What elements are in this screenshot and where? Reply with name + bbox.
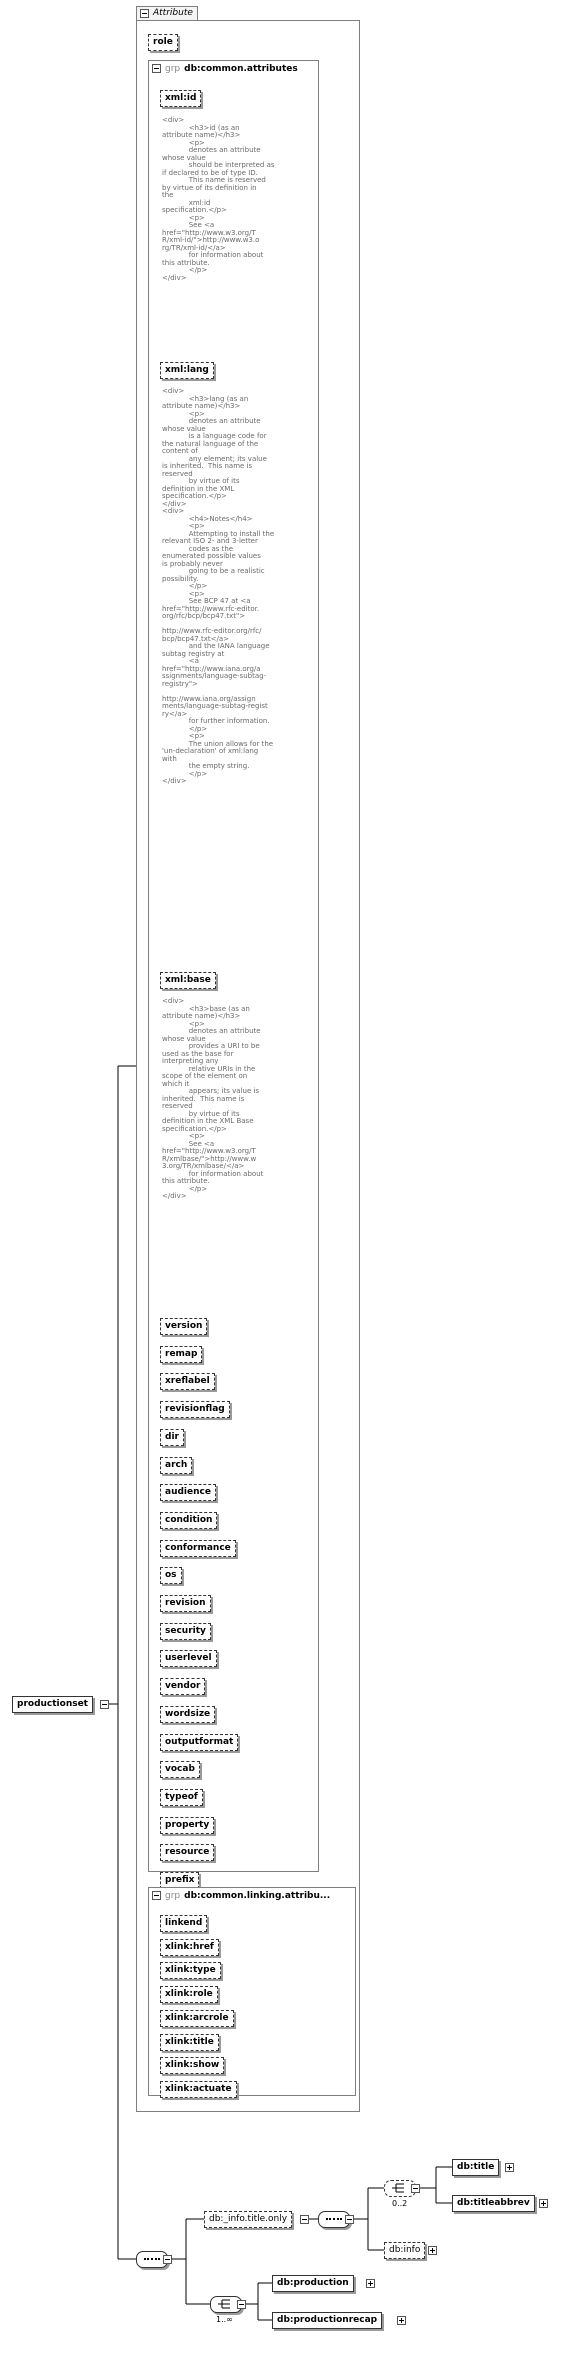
element-label: db:titleabbrev — [457, 2198, 530, 2208]
attribute-label: os — [165, 1570, 177, 1581]
choice-occurrence: 0..2 — [392, 2199, 408, 2208]
collapse-attributes-icon[interactable] — [140, 9, 149, 18]
attribute-linking-0[interactable] — [160, 1915, 207, 1932]
attribute-common-16[interactable] — [160, 1761, 200, 1778]
common-attributes-header — [165, 63, 298, 75]
attribute-label: xlink:arcrole — [165, 2012, 229, 2023]
attribute-label: xlink:role — [165, 1989, 213, 2000]
attribute-common-10[interactable] — [160, 1595, 211, 1612]
sequence-icon — [326, 2218, 342, 2222]
attribute-common-1[interactable] — [160, 1346, 202, 1363]
attribute-label: conformance — [165, 1542, 231, 1553]
collapse-sequence-icon[interactable] — [163, 2255, 172, 2264]
attribute-linking-1[interactable] — [160, 1939, 219, 1956]
info-title-only-group[interactable] — [204, 2211, 292, 2228]
production-element[interactable] — [272, 2275, 354, 2292]
attribute-common-12[interactable] — [160, 1650, 217, 1667]
attribute-common-4[interactable] — [160, 1429, 184, 1446]
attribute-linking-7[interactable] — [160, 2081, 237, 2098]
element-label: db:productionrecap — [277, 2315, 378, 2325]
productionset-element[interactable] — [12, 1696, 93, 1713]
expand-productionrecap-icon[interactable] — [397, 2316, 406, 2325]
collapse-production-choice-icon[interactable] — [237, 2300, 246, 2309]
attribute-linking-6[interactable] — [160, 2057, 224, 2074]
info-element[interactable] — [384, 2242, 425, 2259]
attribute-common-9[interactable] — [160, 1567, 182, 1584]
attribute-label: outputformat — [165, 1736, 234, 1747]
attribute-label: typeof — [165, 1791, 198, 1802]
attribute-label: xlink:href — [165, 1941, 214, 1952]
attribute-linking-3[interactable] — [160, 1986, 218, 2003]
element-label: productionset — [17, 1699, 88, 1709]
attribute-common-11[interactable] — [160, 1623, 211, 1640]
expand-info-icon[interactable] — [428, 2246, 437, 2255]
attribute-common-18[interactable] — [160, 1817, 214, 1834]
group-prefix: grp — [165, 1891, 181, 1901]
attribute-label: vendor — [165, 1681, 201, 1692]
attribute-common-17[interactable] — [160, 1789, 203, 1806]
attribute-linking-2[interactable] — [160, 1962, 221, 1979]
attribute-label: condition — [165, 1514, 213, 1525]
collapse-title-choice-icon[interactable] — [411, 2184, 420, 2193]
attribute-linking-4[interactable] — [160, 2010, 234, 2027]
collapse-info-group-icon[interactable] — [300, 2215, 309, 2224]
expand-titleabbrev-icon[interactable] — [539, 2199, 548, 2208]
sequence-icon — [144, 2258, 160, 2262]
attribute-label: userlevel — [165, 1653, 212, 1664]
attribute-label: version — [165, 1321, 203, 1331]
attribute-label: xml:base — [165, 975, 211, 985]
attribute-label: xml:id — [165, 93, 197, 103]
attribute-label: property — [165, 1819, 210, 1830]
attribute-label: arch — [165, 1459, 188, 1470]
group-label: db:_info.title.only — [209, 2214, 288, 2224]
xml-base-documentation: <div> <h3>base (as an attribute name)</h3> <p> denotes an attribute whose value provides a URI to be used as the base for interpreting any relative URIs in the scope of the element on which it appears; its value is inherited. This name is reserved by virtue of its definition in the XML Base specification.</p> <p> See <a href="http://www.w3.org/T R/xmlbase/">http://www.w 3.org/TR/xmlbase/</a> for information about this attribute. </p> </div> — [162, 997, 264, 1200]
element-label: db:production — [277, 2278, 349, 2288]
attribute-linking-5[interactable] — [160, 2034, 219, 2051]
attribute-label: linkend — [165, 1918, 203, 1928]
collapse-productionset-icon[interactable] — [100, 1700, 109, 1709]
choice-icon — [386, 2182, 414, 2195]
title-element[interactable] — [452, 2159, 499, 2176]
attribute-panel-title: Attribute — [153, 8, 193, 18]
linking-attributes-header — [165, 1890, 330, 1902]
attribute-label: xlink:title — [165, 2036, 214, 2047]
attribute-label: revision — [165, 1598, 206, 1608]
attribute-common-13[interactable] — [160, 1678, 205, 1695]
attribute-xml-lang[interactable] — [160, 362, 214, 379]
attribute-label: xlink:actuate — [165, 2083, 232, 2094]
expand-title-icon[interactable] — [505, 2163, 514, 2172]
element-label: db:info — [389, 2245, 421, 2255]
attribute-label: audience — [165, 1487, 211, 1498]
collapse-common-attributes-icon[interactable] — [152, 64, 161, 73]
attribute-label: role — [153, 37, 173, 47]
attribute-label: prefix — [165, 1875, 195, 1885]
attribute-common-2[interactable] — [160, 1373, 215, 1390]
attribute-label: xlink:show — [165, 2060, 220, 2071]
attribute-common-3[interactable] — [160, 1401, 230, 1418]
attribute-common-14[interactable] — [160, 1706, 215, 1723]
attribute-label: security — [165, 1625, 206, 1636]
attribute-common-15[interactable] — [160, 1734, 238, 1751]
attribute-role[interactable] — [148, 34, 178, 51]
collapse-inner-sequence-icon[interactable] — [345, 2215, 354, 2224]
collapse-linking-attributes-icon[interactable] — [152, 1891, 161, 1900]
attribute-label: xreflabel — [165, 1376, 210, 1387]
group-name: db:common.attributes — [184, 64, 298, 74]
attribute-common-0[interactable] — [160, 1318, 207, 1335]
attribute-label: remap — [165, 1348, 198, 1359]
attribute-label: wordsize — [165, 1708, 211, 1719]
attribute-common-5[interactable] — [160, 1457, 192, 1474]
element-label: db:title — [457, 2162, 495, 2172]
attribute-label: revisionflag — [165, 1404, 225, 1415]
expand-production-icon[interactable] — [366, 2279, 375, 2288]
titleabbrev-element[interactable] — [452, 2195, 535, 2212]
attribute-label: vocab — [165, 1764, 195, 1775]
productionrecap-element[interactable] — [272, 2312, 382, 2329]
attribute-common-7[interactable] — [160, 1512, 217, 1529]
attribute-label: xml:lang — [165, 365, 209, 375]
xml-id-documentation: <div> <h3>id (as an attribute name)</h3> <p> denotes an attribute whose value should be interpreted as if declared to be of type ID. This name is reserved by virtue of its definition in the xml:id specification.</p> <p> See <a href="http://www.w3.org/T R/xml-id/">http://www.w3.o rg/TR/xml-id/</a> for information about this attribute. </p> </div> — [162, 116, 275, 282]
attribute-label: xlink:type — [165, 1965, 216, 1976]
attribute-common-8[interactable] — [160, 1540, 236, 1557]
repeat-occurrence: 1..∞ — [216, 2315, 233, 2324]
attribute-xml-id[interactable] — [160, 90, 201, 107]
xml-lang-documentation: <div> <h3>lang (as an attribute name)</h3> <p> denotes an attribute whose value is a language code for the natural language of the content of any element; its value is inherited. This name is reserved by virtue of its definition in the XML specification.</p> </div> <div> <h4>Notes</h4> <p> Attempting to install the relevant ISO 2- and 3-letter codes as the enumerated possible values is probably never going to be a realistic possibility. </p> <p> See BCP 47 at <a href="http://www.rfc-editor. org/rfc/bcp/bcp47.txt"> http://www.rfc-editor.org/rfc/ bcp/bcp47.txt</a> and the IANA language subtag registry at <a href="http://www.iana.org/a ssignments/language-subtag- registry"> http://www.iana.org/assign ments/language-subtag-regist ry</a> for further information. </p> <p> The union allows for the 'un-declaration' of xml:lang with the empty string. </p> </div> — [162, 387, 275, 785]
choice-icon — [212, 2298, 240, 2311]
attribute-common-19[interactable] — [160, 1844, 214, 1861]
group-prefix: grp — [165, 64, 181, 74]
attribute-label: resource — [165, 1847, 210, 1858]
attribute-label: dir — [165, 1431, 179, 1442]
attribute-common-6[interactable] — [160, 1484, 216, 1501]
group-name: db:common.linking.attribu... — [184, 1891, 331, 1901]
attribute-xml-base[interactable] — [160, 972, 216, 989]
